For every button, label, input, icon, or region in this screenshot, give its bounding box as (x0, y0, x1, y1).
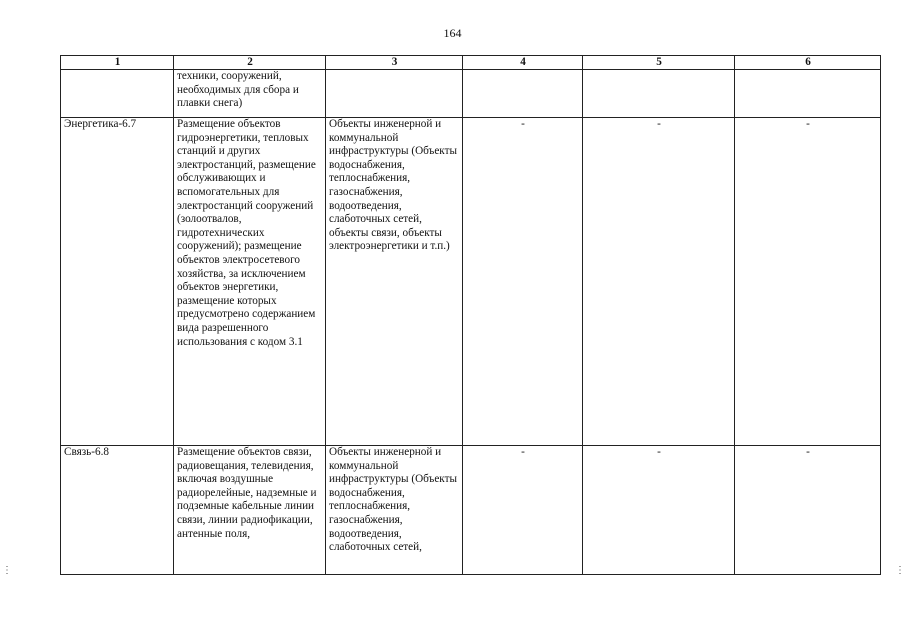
column-header-6: 6 (735, 56, 881, 70)
column-header-5: 5 (583, 56, 735, 70)
table-row (61, 446, 881, 575)
cell-use-name (61, 70, 174, 118)
column-header-4: 4 (463, 56, 583, 70)
column-header-3: 3 (326, 56, 463, 70)
cell-col6 (735, 70, 881, 118)
table-header-row (61, 56, 881, 70)
right-edge-mark: ⋮ (895, 565, 905, 576)
left-edge-mark: ⋮ (2, 565, 12, 576)
land-use-table (60, 55, 881, 575)
cell-col6: - (735, 446, 881, 575)
cell-use-name: Связь-6.8 (61, 446, 174, 575)
cell-use-description: Размещение объектов связи, радиовещания, телевидения, включая воздушные радиорелейные, надземные и подземные кабельные линии связи, линии радиофикации, антенные поля, (174, 446, 326, 575)
table-row (61, 70, 881, 118)
cell-col4 (463, 70, 583, 118)
cell-col5: - (583, 446, 735, 575)
cell-col5 (583, 70, 735, 118)
cell-col5: - (583, 118, 735, 446)
cell-col4: - (463, 118, 583, 446)
column-header-2: 2 (174, 56, 326, 70)
cell-col6: - (735, 118, 881, 446)
column-header-1: 1 (61, 56, 174, 70)
cell-capital-objects: Объекты инженерной и коммунальной инфраструктуры (Объекты водоснабжения, теплоснабжения, газоснабжения, водоотведения, слаботочных сетей, (326, 446, 463, 575)
table-row (61, 118, 881, 446)
cell-col4: - (463, 446, 583, 575)
cell-capital-objects (326, 70, 463, 118)
cell-capital-objects: Объекты инженерной и коммунальной инфраструктуры (Объекты водоснабжения, теплоснабжения, газоснабжения, водоотведения, слаботочных сетей, объекты связи, объекты электроэнергетики и т.п.) (326, 118, 463, 446)
cell-use-description: техники, сооружений, необходимых для сбора и плавки снега) (174, 70, 326, 118)
cell-use-description: Размещение объектов гидроэнергетики, тепловых станций и других электростанций, размещение обслуживающих и вспомогательных для электростанций сооружений (золоотвалов, гидротехнических сооружений); размещение объектов электросетевого хозяйства, за исключением объектов энергетики, размещение которых предусмотрено содержанием вида разрешенного использования с кодом 3.1 (174, 118, 326, 446)
page-number: 164 (443, 26, 462, 40)
cell-use-name: Энергетика-6.7 (61, 118, 174, 446)
